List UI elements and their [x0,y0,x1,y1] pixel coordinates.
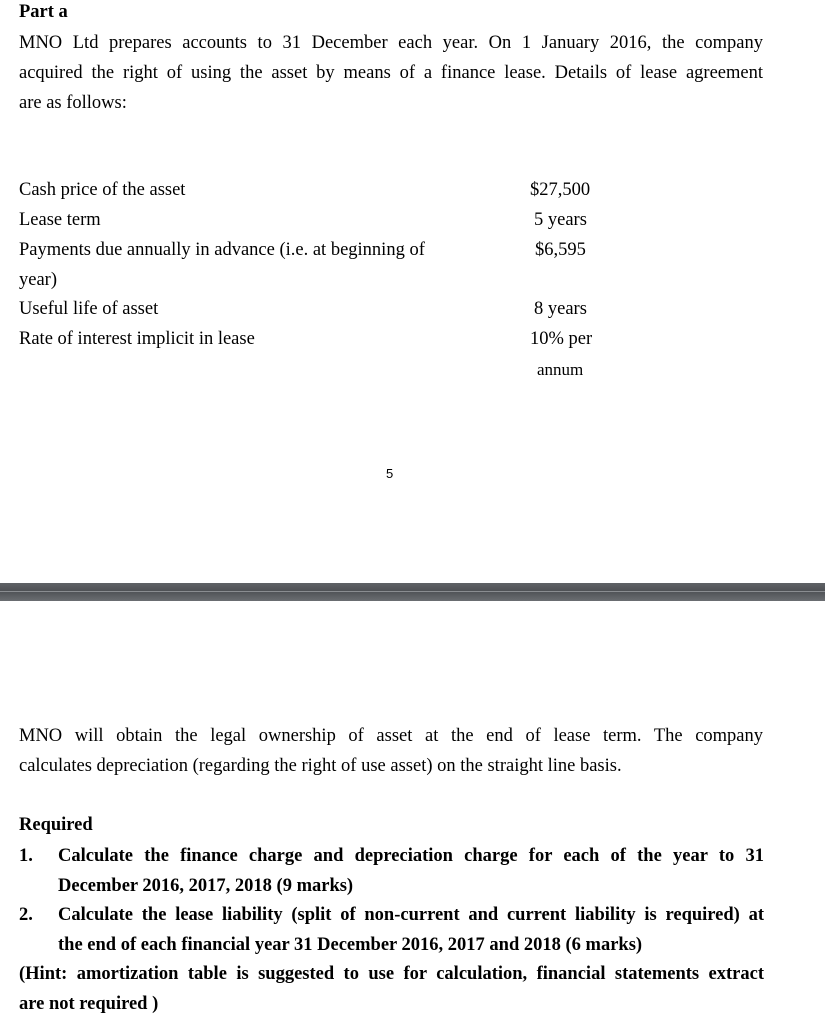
required-heading: Required [19,815,93,835]
intro-line-1: MNO Ltd prepares accounts to 31 December each year. On 1 January 2016, the company [19,33,763,53]
ownership-paragraph [19,721,763,781]
required-item-1-line-1: Calculate the finance charge and depreciation charge for each of the year to 31 [58,846,764,866]
useful-life-label: Useful life of asset [19,299,159,319]
intro-line-2: acquired the right of using the asset by means of a finance lease. Details of lease agreement [19,63,763,83]
cash-price-label: Cash price of the asset [19,180,186,200]
hint-line-2: are not required ) [19,994,159,1014]
required-item-2-line-2: the end of each financial year 31 December 2016, 2017 and 2018 (6 marks) [58,935,643,955]
payments-value: $6,595 [535,240,586,260]
ownership-line-2: calculates depreciation (regarding the right of use asset) on the straight line basis. [19,756,622,776]
lease-term-label: Lease term [19,210,101,230]
payments-label-line-2: year) [19,270,57,290]
hint-paragraph [19,959,764,1019]
lease-term-value: 5 years [534,210,587,230]
cash-price-value: $27,500 [530,180,591,200]
hint-line-1: (Hint: amortization table is suggested to use for calculation, financial statements extract [19,964,764,984]
part-heading: Part a [19,2,68,22]
ownership-line-1: MNO will obtain the legal ownership of asset at the end of lease term. The company [19,726,763,746]
payments-label-line-1: Payments due annually in advance (i.e. at beginning of [19,240,425,260]
required-item-1-line-2: December 2016, 2017, 2018 (9 marks) [58,876,354,896]
required-item-2-line-1: Calculate the lease liability (split of non-current and current liability is required) at [58,905,764,925]
required-item-1-number: 1. [19,846,33,866]
interest-value-line-1: 10% per [530,329,593,349]
intro-paragraph [19,28,763,118]
interest-label: Rate of interest implicit in lease [19,329,255,349]
intro-line-3: are as follows: [19,93,127,113]
page-divider [0,583,825,601]
useful-life-value: 8 years [534,299,587,319]
required-item-2-number: 2. [19,905,33,925]
interest-value-line-2: annum [537,360,584,379]
page-number: 5 [386,466,394,481]
